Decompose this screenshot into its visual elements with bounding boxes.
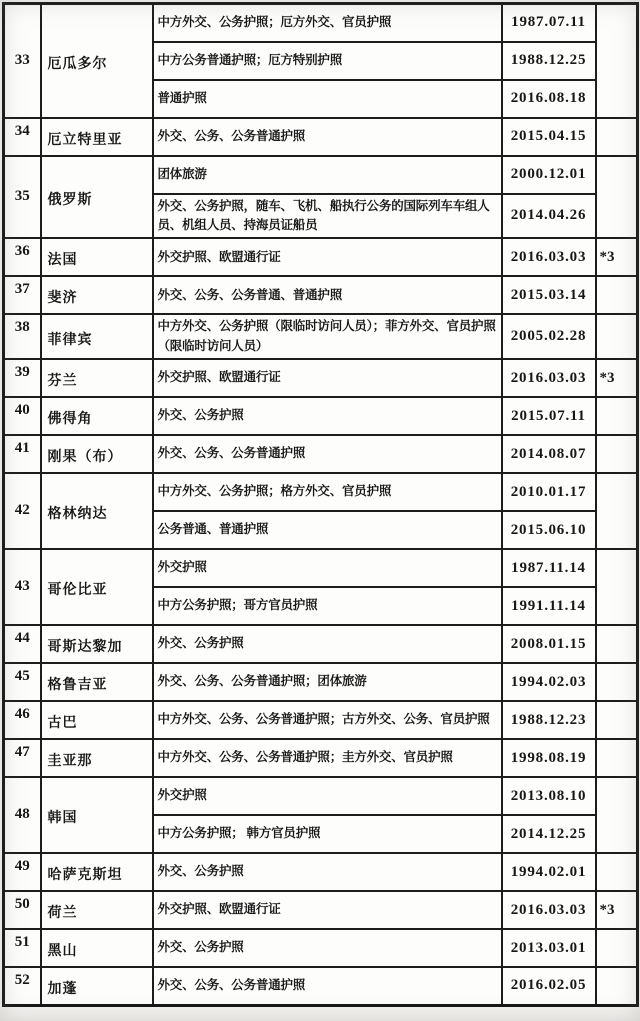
note-cell: *3 — [596, 891, 638, 929]
table-row — [4, 549, 638, 587]
table-row — [4, 625, 638, 663]
table-row — [4, 238, 638, 276]
date-cell: 2013.03.01 — [502, 929, 596, 967]
row-number-cell: 33 — [4, 4, 41, 118]
row-number-cell: 41 — [4, 435, 41, 473]
country-cell: 俄罗斯 — [41, 156, 153, 239]
date-cell: 2014.08.07 — [502, 435, 596, 473]
date-cell: 2014.12.25 — [502, 815, 596, 853]
country-cell: 哈萨克斯坦 — [41, 853, 153, 891]
table-row — [4, 663, 638, 701]
row-number-cell: 40 — [4, 397, 41, 435]
country-cell: 刚果（布） — [41, 435, 153, 473]
passport-types-cell: 外交、公务护照，随车、飞机、船执行公务的国际列车车组人员、机组人员、持海员证船员 — [153, 194, 502, 239]
passport-types-cell: 外交、公务护照 — [153, 397, 502, 435]
row-number-cell: 50 — [4, 891, 41, 929]
date-cell: 1987.07.11 — [502, 4, 596, 42]
row-number-cell: 44 — [4, 625, 41, 663]
country-cell: 荷兰 — [41, 891, 153, 929]
note-cell — [596, 967, 638, 1005]
date-cell: 2000.12.01 — [502, 156, 596, 194]
row-number-cell: 37 — [4, 276, 41, 314]
row-number-cell: 35 — [4, 156, 41, 239]
passport-types-cell: 中方外交、公务、公务普通护照；圭方外交、官员护照 — [153, 739, 502, 777]
passport-types-cell: 外交、公务护照 — [153, 929, 502, 967]
country-cell: 菲律宾 — [41, 314, 153, 359]
country-cell: 韩国 — [41, 777, 153, 853]
table-row — [4, 853, 638, 891]
date-cell: 1998.08.19 — [502, 739, 596, 777]
note-cell — [596, 929, 638, 967]
table-row — [4, 156, 638, 194]
date-cell: 1994.02.03 — [502, 663, 596, 701]
passport-types-cell: 外交护照、欧盟通行证 — [153, 891, 502, 929]
table-row — [4, 435, 638, 473]
passport-types-cell: 外交、公务、公务普通护照；团体旅游 — [153, 663, 502, 701]
table-row — [4, 739, 638, 777]
row-number-cell: 38 — [4, 314, 41, 359]
row-number-cell: 46 — [4, 701, 41, 739]
table-row — [4, 473, 638, 511]
row-number-cell: 52 — [4, 967, 41, 1005]
note-cell — [596, 853, 638, 891]
country-cell: 格林纳达 — [41, 473, 153, 549]
row-number-cell: 47 — [4, 739, 41, 777]
row-number-cell: 51 — [4, 929, 41, 967]
passport-types-cell: 中方公务普通护照；厄方特别护照 — [153, 42, 502, 80]
country-cell: 哥斯达黎加 — [41, 625, 153, 663]
passport-types-cell: 外交、公务、公务普通护照 — [153, 435, 502, 473]
note-cell — [596, 397, 638, 435]
date-cell: 2016.02.05 — [502, 967, 596, 1005]
date-cell: 2015.06.10 — [502, 511, 596, 549]
visa-agreement-table — [2, 2, 639, 1007]
country-cell: 格鲁吉亚 — [41, 663, 153, 701]
country-cell: 厄立特里亚 — [41, 118, 153, 156]
date-cell: 2013.08.10 — [502, 777, 596, 815]
note-cell — [596, 549, 638, 625]
passport-types-cell: 外交、公务、公务普通护照 — [153, 118, 502, 156]
table-row — [4, 967, 638, 1005]
table-row — [4, 314, 638, 359]
passport-types-cell: 公务普通、普通护照 — [153, 511, 502, 549]
row-number-cell: 48 — [4, 777, 41, 853]
date-cell: 2014.04.26 — [502, 194, 596, 239]
country-cell: 厄瓜多尔 — [41, 4, 153, 118]
table-row — [4, 777, 638, 815]
note-cell — [596, 777, 638, 853]
note-cell — [596, 473, 638, 549]
date-cell: 2016.03.03 — [502, 359, 596, 397]
date-cell: 1988.12.25 — [502, 42, 596, 80]
note-cell: *3 — [596, 238, 638, 276]
passport-types-cell: 团体旅游 — [153, 156, 502, 194]
date-cell: 2016.08.18 — [502, 80, 596, 118]
row-number-cell: 43 — [4, 549, 41, 625]
visa-agreement-table-body — [4, 4, 638, 1006]
country-cell: 加蓬 — [41, 967, 153, 1005]
date-cell: 2016.03.03 — [502, 238, 596, 276]
date-cell: 2005.02.28 — [502, 314, 596, 359]
passport-types-cell: 外交护照、欧盟通行证 — [153, 238, 502, 276]
note-cell — [596, 435, 638, 473]
note-cell: *3 — [596, 359, 638, 397]
table-row — [4, 276, 638, 314]
table-row — [4, 891, 638, 929]
date-cell: 2015.07.11 — [502, 397, 596, 435]
date-cell: 2016.03.03 — [502, 891, 596, 929]
country-cell: 斐济 — [41, 276, 153, 314]
table-row — [4, 397, 638, 435]
row-number-cell: 45 — [4, 663, 41, 701]
date-cell: 1991.11.14 — [502, 587, 596, 625]
table-row — [4, 118, 638, 156]
date-cell: 1994.02.01 — [502, 853, 596, 891]
table-row — [4, 929, 638, 967]
passport-types-cell: 中方外交、公务、公务普通护照；古方外交、公务、官员护照 — [153, 701, 502, 739]
row-number-cell: 39 — [4, 359, 41, 397]
passport-types-cell: 外交、公务护照 — [153, 625, 502, 663]
passport-types-cell: 外交护照 — [153, 777, 502, 815]
passport-types-cell: 中方外交、公务护照；厄方外交、官员护照 — [153, 4, 502, 42]
table-row — [4, 4, 638, 42]
passport-types-cell: 外交护照 — [153, 549, 502, 587]
row-number-cell: 42 — [4, 473, 41, 549]
date-cell: 1988.12.23 — [502, 701, 596, 739]
table-row — [4, 359, 638, 397]
date-cell: 2015.03.14 — [502, 276, 596, 314]
note-cell — [596, 625, 638, 663]
passport-types-cell: 中方外交、公务护照（限临时访问人员）；菲方外交、官员护照（限临时访问人员） — [153, 314, 502, 359]
passport-types-cell: 外交、公务、公务普通、普通护照 — [153, 276, 502, 314]
country-cell: 哥伦比亚 — [41, 549, 153, 625]
country-cell: 芬兰 — [41, 359, 153, 397]
passport-types-cell: 中方公务护照；哥方官员护照 — [153, 587, 502, 625]
note-cell — [596, 663, 638, 701]
country-cell: 黑山 — [41, 929, 153, 967]
date-cell: 1987.11.14 — [502, 549, 596, 587]
date-cell: 2015.04.15 — [502, 118, 596, 156]
note-cell — [596, 701, 638, 739]
passport-types-cell: 中方公务护照； 韩方官员护照 — [153, 815, 502, 853]
country-cell: 佛得角 — [41, 397, 153, 435]
country-cell: 古巴 — [41, 701, 153, 739]
country-cell: 圭亚那 — [41, 739, 153, 777]
passport-types-cell: 中方外交、公务护照；格方外交、官员护照 — [153, 473, 502, 511]
passport-types-cell: 外交、公务、公务普通护照 — [153, 967, 502, 1005]
table-row — [4, 701, 638, 739]
country-cell: 法国 — [41, 238, 153, 276]
note-cell — [596, 156, 638, 239]
passport-types-cell: 普通护照 — [153, 80, 502, 118]
row-number-cell: 49 — [4, 853, 41, 891]
note-cell — [596, 276, 638, 314]
date-cell: 2008.01.15 — [502, 625, 596, 663]
passport-types-cell: 外交、公务护照 — [153, 853, 502, 891]
date-cell: 2010.01.17 — [502, 473, 596, 511]
row-number-cell: 36 — [4, 238, 41, 276]
passport-types-cell: 外交护照、欧盟通行证 — [153, 359, 502, 397]
note-cell — [596, 4, 638, 118]
note-cell — [596, 118, 638, 156]
note-cell — [596, 739, 638, 777]
row-number-cell: 34 — [4, 118, 41, 156]
note-cell — [596, 314, 638, 359]
